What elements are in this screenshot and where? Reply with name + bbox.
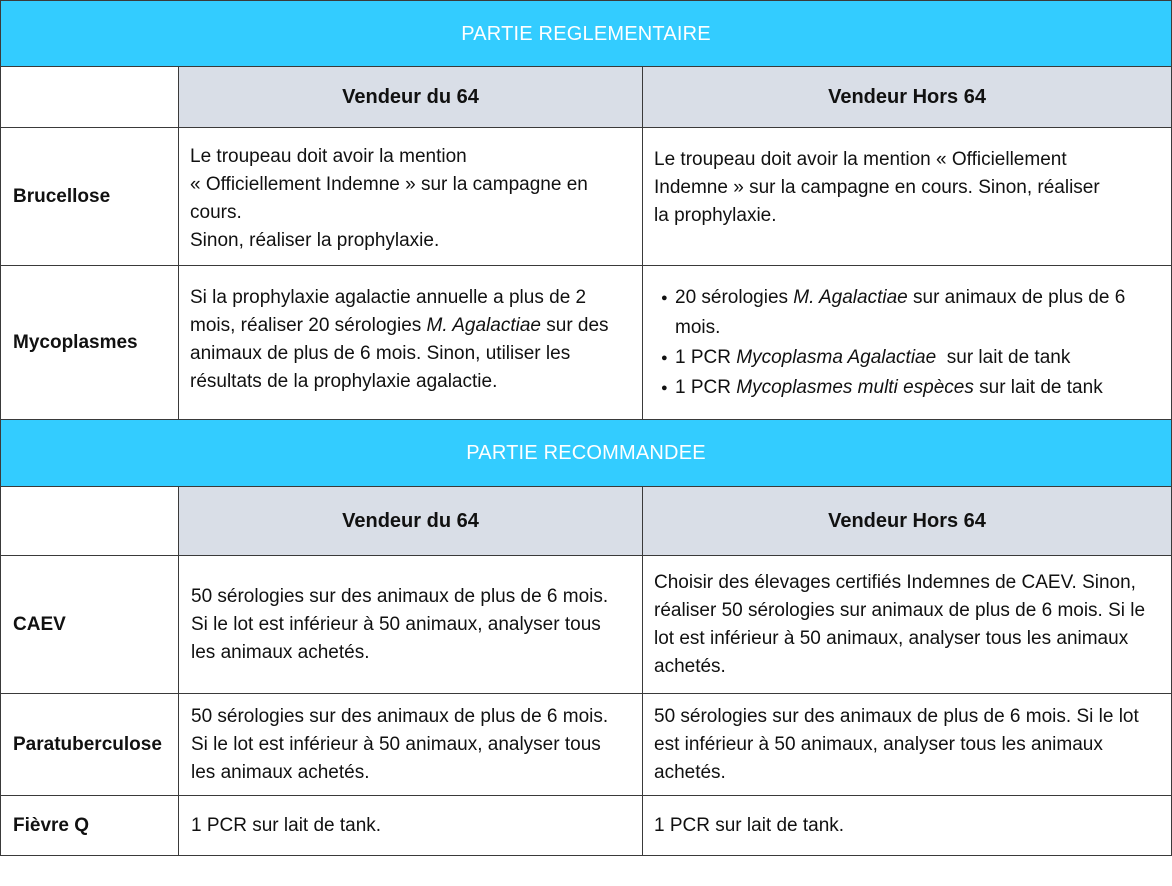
list-item: [659, 343, 1160, 373]
table-row: [1, 556, 1172, 694]
text-line: « Officiellement Indemne » sur la campagne en: [190, 173, 588, 195]
list-item: [659, 373, 1160, 403]
species-name: Mycoplasma Agalactiae: [736, 346, 937, 368]
row-label-paratuberculose: Paratuberculose: [1, 694, 179, 796]
row-label-brucellose: Brucellose: [1, 128, 179, 266]
corner-cell: [1, 67, 179, 128]
brucellose-vendeur-64: [179, 128, 643, 266]
caev-vendeur-hors-64: Choisir des élevages certifiés Indemnes de CAEV. Sinon, réaliser 50 sérologies sur animaux de plus de 6 mois. Si le lot est inférieur à 50 animaux, analyser tous les animaux achetés.: [643, 556, 1172, 694]
fievre-q-vendeur-hors-64: 1 PCR sur lait de tank.: [643, 796, 1172, 856]
text-line: Indemne » sur la campagne en cours. Sinon, réaliser: [654, 176, 1100, 198]
col-header-vendeur-64: Vendeur du 64: [179, 487, 643, 556]
species-name: Mycoplasmes multi espèces: [736, 376, 974, 398]
brucellose-vendeur-hors-64: [643, 128, 1172, 266]
species-name: M. Agalactiae: [793, 286, 908, 308]
mycoplasmes-vendeur-64: [179, 266, 643, 420]
table-row: [1, 128, 1172, 266]
row-label-mycoplasmes: Mycoplasmes: [1, 266, 179, 420]
text-line: cours.: [190, 201, 242, 223]
text-segment: sur lait de tank: [936, 346, 1071, 368]
table-row: [1, 796, 1172, 856]
fievre-q-vendeur-64: 1 PCR sur lait de tank.: [179, 796, 643, 856]
caev-vendeur-64: 50 sérologies sur des animaux de plus de 6 mois. Si le lot est inférieur à 50 animaux, analyser tous les animaux achetés.: [179, 556, 643, 694]
col-header-vendeur-64: Vendeur du 64: [179, 67, 643, 128]
text-line: Sinon, réaliser la prophylaxie.: [190, 229, 440, 251]
bullet-list: [659, 283, 1160, 403]
text-segment: sur des animaux de plus de 6 mois. Sinon, utiliser les résultats de la prophylaxie agalactie.: [190, 314, 609, 392]
row-label-fievre-q: Fièvre Q: [1, 796, 179, 856]
table-row: [1, 694, 1172, 796]
text-segment: 1 PCR: [675, 376, 737, 398]
recommandee-banner: PARTIE RECOMMANDEE: [1, 420, 1172, 487]
corner-cell: [1, 487, 179, 556]
text-line: Le troupeau doit avoir la mention « Officiellement: [654, 148, 1067, 170]
text-line: Le troupeau doit avoir la mention: [190, 145, 467, 167]
text-segment: 20 sérologies: [675, 286, 794, 308]
list-item: [659, 283, 1160, 343]
row-label-caev: CAEV: [1, 556, 179, 694]
paratuberculose-vendeur-hors-64: 50 sérologies sur des animaux de plus de 6 mois. Si le lot est inférieur à 50 animaux, analyser tous les animaux achetés.: [643, 694, 1172, 796]
text-segment: sur lait de tank: [973, 376, 1103, 398]
text-segment: sur animaux de plus de 6 mois.: [675, 286, 1126, 338]
reglementaire-banner: PARTIE REGLEMENTAIRE: [1, 1, 1172, 67]
mycoplasmes-vendeur-hors-64: [643, 266, 1172, 420]
col-header-vendeur-hors-64: Vendeur Hors 64: [643, 67, 1172, 128]
col-header-vendeur-hors-64: Vendeur Hors 64: [643, 487, 1172, 556]
paratuberculose-vendeur-64: 50 sérologies sur des animaux de plus de 6 mois. Si le lot est inférieur à 50 animaux, analyser tous les animaux achetés.: [179, 694, 643, 796]
species-name: M. Agalactiae: [426, 314, 541, 336]
table-row: [1, 266, 1172, 420]
recommandee-table: [0, 419, 1172, 856]
text-segment: Si la prophylaxie agalactie annuelle a plus de 2 mois, réaliser 20 sérologies: [190, 286, 587, 336]
reglementaire-table: [0, 0, 1172, 420]
text-segment: 1 PCR: [675, 346, 737, 368]
text-line: la prophylaxie.: [654, 204, 777, 226]
